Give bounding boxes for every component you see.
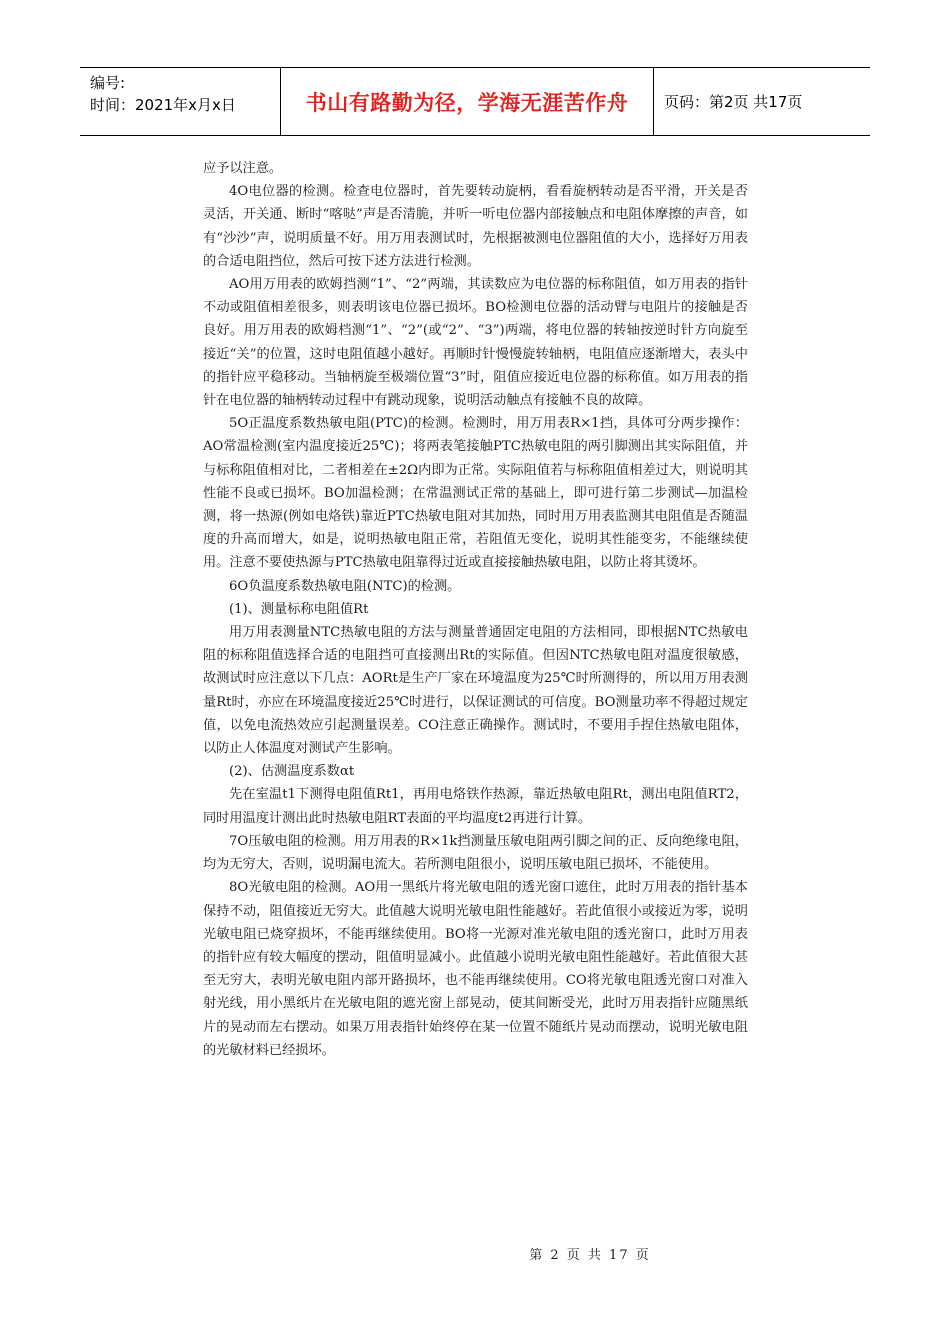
paragraph: 用万用表测量NTC热敏电阻的方法与测量普通固定电阻的方法相同，即根据NTC热敏电阻的标称阻值选择合适的电阻挡可直接测出Rt的实际值。但因NTC热敏电阻对温度很敏感，故测试时应注意以下几点：AORt是生产厂家在环境温度为25℃时所测得的，所以用万用表测量Rt时，亦应在环境温度接近25℃时进行，以保证测试的可信度。BO测量功率不得超过规定值，以免电流热效应引起测量误差。CO注意正确操作。测试时，不要用手捏住热敏电阻体，以防止人体温度对测试产生影响。 [203,625,748,757]
paragraph: 8O光敏电阻的检测。AO用一黑纸片将光敏电阻的透光窗口遮住，此时万用表的指针基本保持不动，阻值接近无穷大。此值越大说明光敏电阻性能越好。若此值很小或接近为零，说明光敏电阻已烧穿损坏，不能再继续使用。BO将一光源对准光敏电阻的透光窗口，此时万用表的指针应有较大幅度的摆动，阻值明显减小。此值越小说明光敏电阻性能越好。若此值很大甚至无穷大，表明光敏电阻内部开路损坏，也不能再继续使用。CO将光敏电阻透光窗口对准入射光线，用小黑纸片在光敏电阻的遮光窗上部晃动，使其间断受光，此时万用表指针应随黑纸片的晃动而左右摆动。如果万用表指针始终停在某一位置不随纸片晃动而摆动，说明光敏电阻的光敏材料已经损坏。 [203,880,748,1058]
page-header [80,67,870,136]
document-date-label: 时间：2021年x月x日 [90,96,236,114]
subheading: (2)、估测温度系数αt [229,764,355,780]
header-page-info: 页码：第2页 共17页 [664,93,803,111]
document-body [203,157,748,1062]
paragraph: 6O负温度系数热敏电阻(NTC)的检测。 [229,578,461,594]
header-motto: 书山有路勤为径，学海无涯苦作舟 [281,68,654,135]
paragraph: 4O电位器的检测。检查电位器时，首先要转动旋柄，看看旋柄转动是否平滑，开关是否灵活，开关通、断时“喀哒”声是否清脆，并听一听电位器内部接触点和电阻体摩擦的声音，如有“沙沙”声，说明质量不好。用万用表测试时，先根据被测电位器阻值的大小，选择好万用表的合适电阻挡位，然后可按下述方法进行检测。 [203,184,748,269]
page-footer: 第 2 页 共 17 页 [529,1248,651,1263]
header-meta [80,68,281,135]
paragraph: 5O正温度系数热敏电阻(PTC)的检测。检测时，用万用表R×1挡，具体可分两步操作：AO常温检测(室内温度接近25℃)；将两表笔接触PTC热敏电阻的两引脚测出其实际阻值，并与标称阻值相对比，二者相差在±2Ω内即为正常。实际阻值若与标称阻值相差过大，则说明其性能不良或已损坏。BO加温检测；在常温测试正常的基础上，即可进行第二步测试—加温检测，将一热源(例如电烙铁)靠近PTC热敏电阻对其加热，同时用万用表监测其电阻值是否随温度的升高而增大，如是，说明热敏电阻正常，若阻值无变化，说明其性能变劣，不能继续使用。注意不要使热源与PTC热敏电阻靠得过近或直接接触热敏电阻，以防止将其烫坏。 [203,416,748,571]
paragraph: 7O压敏电阻的检测。用万用表的R×1k挡测量压敏电阻两引脚之间的正、反向绝缘电阻，均为无穷大，否则，说明漏电流大。若所测电阻很小，说明压敏电阻已损坏，不能使用。 [203,833,748,873]
paragraph: 应予以注意。 [203,161,283,176]
paragraph: AO用万用表的欧姆挡测“1”、“2”两端，其读数应为电位器的标称阻值，如万用表的指针不动或阻值相差很多，则表明该电位器已损坏。BO检测电位器的活动臂与电阻片的接触是否良好。用万用表的欧姆档测“1”、“2”(或“2”、“3”)两端，将电位器的转轴按逆时针方向旋至接近“关”的位置，这时电阻值越小越好。再顺时针慢慢旋转轴柄，电阻值应逐渐增大，表头中的指针应平稳移动。当轴柄旋至极端位置“3”时，阻值应接近电位器的标称值。如万用表的指针在电位器的轴柄转动过程中有跳动现象，说明活动触点有接触不良的故障。 [203,277,748,409]
paragraph: 先在室温t1下测得电阻值Rt1，再用电烙铁作热源，靠近热敏电阻Rt，测出电阻值RT2，同时用温度计测出此时热敏电阻RT表面的平均温度t2再进行计算。 [203,787,748,826]
document-number-label: 编号: [90,74,126,92]
subheading: (1)、测量标称电阻值Rt [229,601,369,617]
